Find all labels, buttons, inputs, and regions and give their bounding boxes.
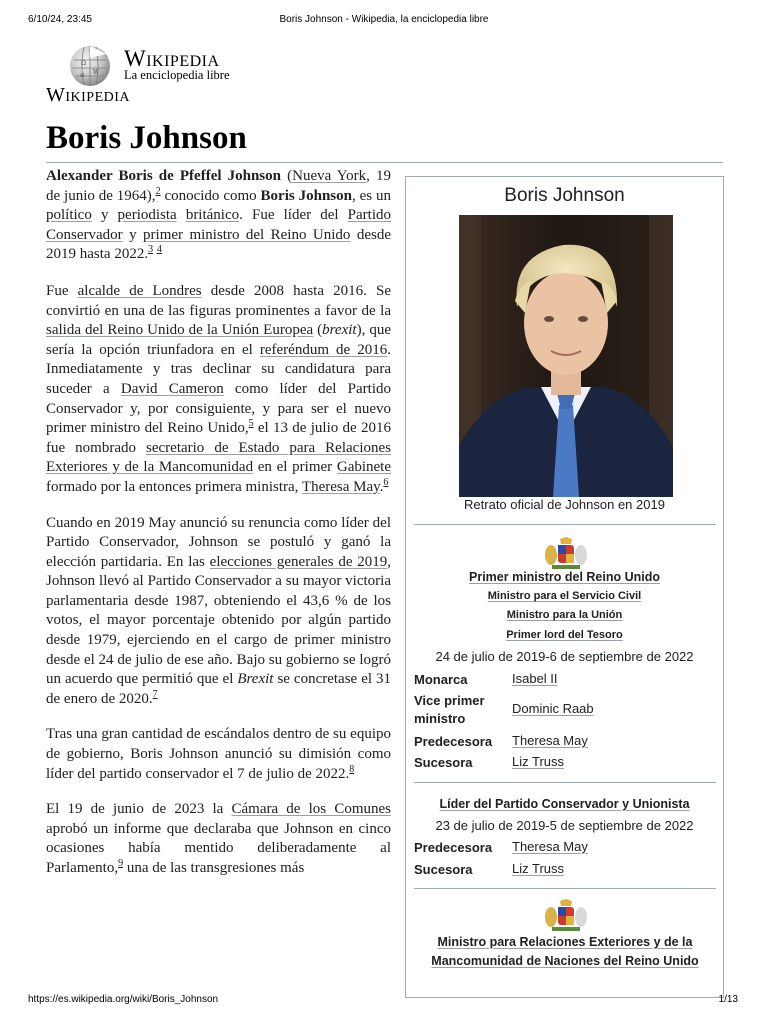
row-label: Vice primer ministro <box>414 693 485 726</box>
text: y <box>91 207 118 224</box>
page-title: Boris Johnson <box>46 120 247 156</box>
title-divider <box>46 162 723 163</box>
text: Tras una gran cantidad de escándalos dentro de su equipo de gobierno, Boris Johnson anunció su dimisión como líder del partido conservador el 7 de julio de 2022. <box>46 726 391 782</box>
link-secretario-estado[interactable]: secretario de Estado para Relaciones Exteriores y de la Mancomunidad <box>46 439 391 476</box>
link-david-cameron[interactable]: David Cameron <box>120 380 224 397</box>
link-nueva-york[interactable]: Nueva York <box>292 168 367 184</box>
link-camara-comunes[interactable]: Cámara de los Comunes <box>231 801 391 818</box>
text-brexit: Brexit <box>237 671 274 688</box>
infobox-divider <box>414 524 716 525</box>
reference-4[interactable]: 4 <box>156 244 162 256</box>
infobox-row-sucesora <box>414 861 716 879</box>
row-value-link[interactable]: Liz Truss <box>512 754 565 769</box>
link-primer-ministro[interactable]: primer ministro del Reino Unido <box>143 226 351 243</box>
text-brexit: brexit <box>322 322 357 339</box>
article-body <box>46 165 391 879</box>
link-partido-conservador[interactable]: Partido Conservador <box>46 207 391 243</box>
office-sub-tesoro[interactable]: Primer lord del Tesoro <box>506 629 623 641</box>
print-header <box>0 14 768 30</box>
office-title-lider[interactable]: Líder del Partido Conservador y Unionista <box>439 797 690 811</box>
paragraph-camara <box>46 800 391 878</box>
text: Fue <box>46 282 78 299</box>
row-value-link[interactable]: Isabel II <box>512 671 558 686</box>
puzzle-globe-icon <box>66 44 114 88</box>
row-label: Sucesora <box>414 862 473 877</box>
link-politico[interactable]: político <box>46 207 92 224</box>
short-name: Boris Johnson <box>260 187 352 204</box>
text: , Johnson llevó al Partido Conservador a su mayor victoria parlamentaria desde 1987, obteniendo el 43,6 % de los votos, el mayor porcentaje obtenido por algún partido desde 1979, ejerciendo en el cargo de primer ministro desde el 24 de julio de ese año. Bajo su gobierno se logró un acuerdo que permitió que el <box>46 553 392 688</box>
wikipedia-wordmark-secondary: Wikipedia <box>46 84 131 106</box>
row-label: Predecesora <box>414 734 493 749</box>
reference-2[interactable]: 2 <box>155 185 161 197</box>
office-title-pm[interactable]: Primer ministro del Reino Unido <box>469 570 660 584</box>
svg-text:Ω: Ω <box>81 60 86 67</box>
text: , 19 de junio de 1964), <box>46 168 391 204</box>
reference-8[interactable]: 8 <box>349 763 355 775</box>
text: desde 2019 hasta 2022. <box>46 226 392 263</box>
svg-text:И: И <box>80 73 85 79</box>
paragraph-alcalde <box>46 282 391 498</box>
text: conocido como <box>160 187 261 204</box>
text: formado por la entonces primera ministra, <box>46 478 302 495</box>
text: El 19 de junio de 2023 la <box>46 801 232 818</box>
text: una de las transgresiones más <box>123 860 305 876</box>
infobox-row-predecesora <box>414 839 716 857</box>
link-salida-reino-unido[interactable]: salida del Reino Unido de la Unión Europea <box>46 322 314 339</box>
text: como líder del Partido Conservador y, por consiguiente, y para ser el nuevo primer ministro del Reino Unido, <box>46 380 391 437</box>
office-title-exteriores[interactable]: Ministro para Relaciones Exteriores y de la Mancomunidad de Naciones del Reino Unido <box>431 935 699 968</box>
text: . <box>379 478 384 495</box>
link-alcalde-londres[interactable]: alcalde de Londres <box>77 282 202 299</box>
office-dates-lider: 23 de julio de 2019-5 de septiembre de 2022 <box>435 818 694 833</box>
infobox-row-predecesora <box>414 733 716 751</box>
text: el 13 de julio de 2016 fue nombrado <box>46 420 391 456</box>
link-elecciones-2019[interactable]: elecciones generales de 2019 <box>209 553 388 570</box>
text: en el primer <box>253 459 337 476</box>
reference-3[interactable]: 3 <box>148 244 154 256</box>
full-name: Alexander Boris de Pfeffel Johnson <box>46 168 281 184</box>
print-datetime: 6/10/24, 23:45 <box>28 14 92 25</box>
text: ( <box>281 168 293 184</box>
infobox-row-vice <box>414 692 716 728</box>
row-label: Predecesora <box>414 840 493 855</box>
text: desde 2008 hasta 2016. Se convirtió en una de las figuras prominentes a favor de la <box>46 282 391 319</box>
link-britanico[interactable]: británico <box>185 207 240 224</box>
link-referendum-2016[interactable]: referéndum de 2016 <box>259 341 388 358</box>
infobox-row-monarca <box>414 671 716 689</box>
text: ( <box>313 322 323 339</box>
royal-coat-of-arms-icon <box>544 899 588 933</box>
portrait-caption: Retrato oficial de Johnson en 2019 <box>464 497 665 512</box>
infobox-divider <box>414 888 716 889</box>
reference-7[interactable]: 7 <box>152 688 158 700</box>
paragraph-2019 <box>46 514 391 710</box>
reference-5[interactable]: 5 <box>248 418 254 430</box>
row-label: Sucesora <box>414 755 473 770</box>
print-page-title: Boris Johnson - Wikipedia, la enciclopedia libre <box>279 14 489 25</box>
infobox-title: Boris Johnson <box>504 185 625 206</box>
text <box>177 207 186 223</box>
reference-6[interactable]: 6 <box>383 476 389 488</box>
text: aprobó un informe que declaraba que Johnson en cinco ocasiones había mentido deliberadamente al Parlamento, <box>46 820 391 876</box>
row-label: Monarca <box>414 672 468 687</box>
row-value-link[interactable]: Liz Truss <box>512 861 565 876</box>
text: se concretase el 31 de enero de 2020. <box>46 671 392 707</box>
wikipedia-tagline: La enciclopedia libre <box>124 68 230 82</box>
text: Cuando en 2019 May anunció su renuncia como líder del Partido Conservador, Johnson se postuló y ganó la elección partidaria. En las <box>46 514 391 570</box>
reference-9[interactable]: 9 <box>118 858 124 869</box>
wikipedia-wordmark: Wikipedia <box>124 46 220 71</box>
row-value-link[interactable]: Theresa May <box>512 839 588 854</box>
link-theresa-may[interactable]: Theresa May <box>301 478 380 495</box>
portrait-image[interactable] <box>459 215 673 497</box>
text: . Fue líder del <box>239 207 348 224</box>
print-footer <box>0 994 768 1010</box>
office-sub-union[interactable]: Ministro para la Unión <box>506 609 623 621</box>
office-dates-pm: 24 de julio de 2019-6 de septiembre de 2022 <box>435 649 694 664</box>
text: ), que sería la opción triunfadora en el <box>46 322 392 358</box>
link-periodista[interactable]: periodista <box>117 207 177 224</box>
infobox-divider <box>414 782 716 783</box>
svg-text:W: W <box>93 69 100 76</box>
print-page-count: 1/13 <box>718 994 738 1005</box>
text: , es un <box>351 187 391 204</box>
row-value-link[interactable]: Theresa May <box>512 733 588 748</box>
text: . Inmediatamente y tras declinar su candidatura para suceder a <box>46 341 391 397</box>
paragraph-dimision <box>46 725 391 784</box>
row-value-link[interactable]: Dominic Raab <box>512 701 594 716</box>
infobox-row-sucesora <box>414 754 716 772</box>
infobox <box>405 176 724 998</box>
royal-coat-of-arms-icon <box>544 537 588 571</box>
text: y <box>122 226 144 243</box>
print-url: https://es.wikipedia.org/wiki/Boris_Johnson <box>28 994 219 1005</box>
link-gabinete[interactable]: Gabinete <box>336 459 391 476</box>
paragraph-intro <box>46 167 391 265</box>
office-sub-servicio-civil[interactable]: Ministro para el Servicio Civil <box>487 590 642 602</box>
